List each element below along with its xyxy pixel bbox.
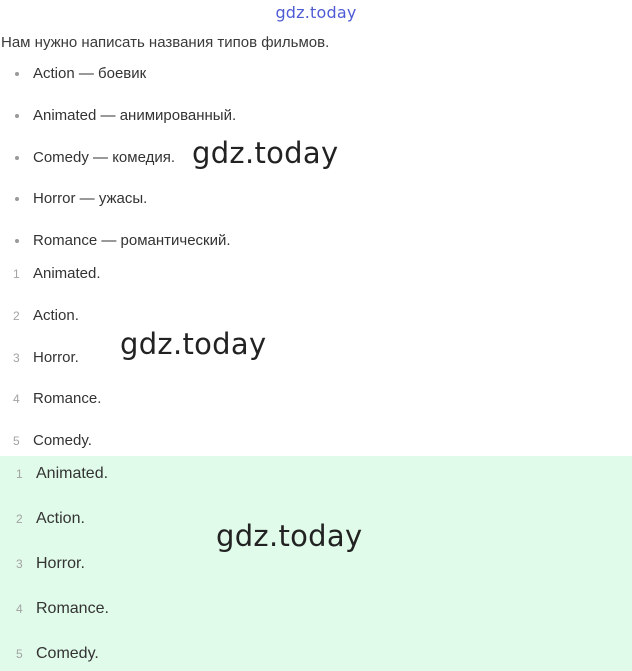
list-item-text: Action — боевик xyxy=(33,65,147,82)
watermark: gdz.today xyxy=(120,327,267,361)
watermark: gdz.today xyxy=(192,136,339,170)
list-item-number: 1 xyxy=(13,267,20,281)
list-item-number: 5 xyxy=(16,647,23,661)
list-item-text: Animated — анимированный. xyxy=(33,106,237,124)
list-item-number: 2 xyxy=(16,512,23,526)
list-item-text: Action. xyxy=(33,306,79,324)
list-item-text: Romance. xyxy=(36,600,109,617)
bullet-icon xyxy=(15,156,19,160)
list-item-number: 3 xyxy=(16,557,23,571)
list-item-text: Horror. xyxy=(33,348,79,366)
task-intro: Нам нужно написать названия типов фильмов. xyxy=(1,34,330,51)
list-item-text: Comedy — комедия. xyxy=(33,148,176,166)
list-item-text: Horror. xyxy=(36,555,85,572)
list-item-number: 3 xyxy=(13,350,20,365)
bullet-icon xyxy=(15,114,19,118)
list-item-text: Horror — ужасы. xyxy=(33,190,148,208)
bullet-icon xyxy=(15,197,19,201)
list-item-text: Action. xyxy=(36,510,85,527)
answer-box xyxy=(0,456,632,671)
list-item-text: Comedy. xyxy=(33,432,92,449)
list-item-number: 5 xyxy=(13,434,20,448)
list-item-text: Animated. xyxy=(33,265,101,282)
watermark: gdz.today xyxy=(216,519,363,553)
list-item-number: 4 xyxy=(16,602,23,616)
site-logo: gdz.today xyxy=(275,3,357,22)
list-item-number: 2 xyxy=(13,308,20,323)
list-item-number: 1 xyxy=(16,467,23,481)
bullet-icon xyxy=(15,239,19,243)
list-item-text: Animated. xyxy=(36,465,109,482)
list-item-number: 4 xyxy=(13,392,20,407)
list-item-text: Romance. xyxy=(33,390,102,408)
list-item-text: Comedy. xyxy=(36,645,99,662)
list-item-text: Romance — романтический. xyxy=(33,232,231,249)
bullet-icon xyxy=(15,72,19,76)
